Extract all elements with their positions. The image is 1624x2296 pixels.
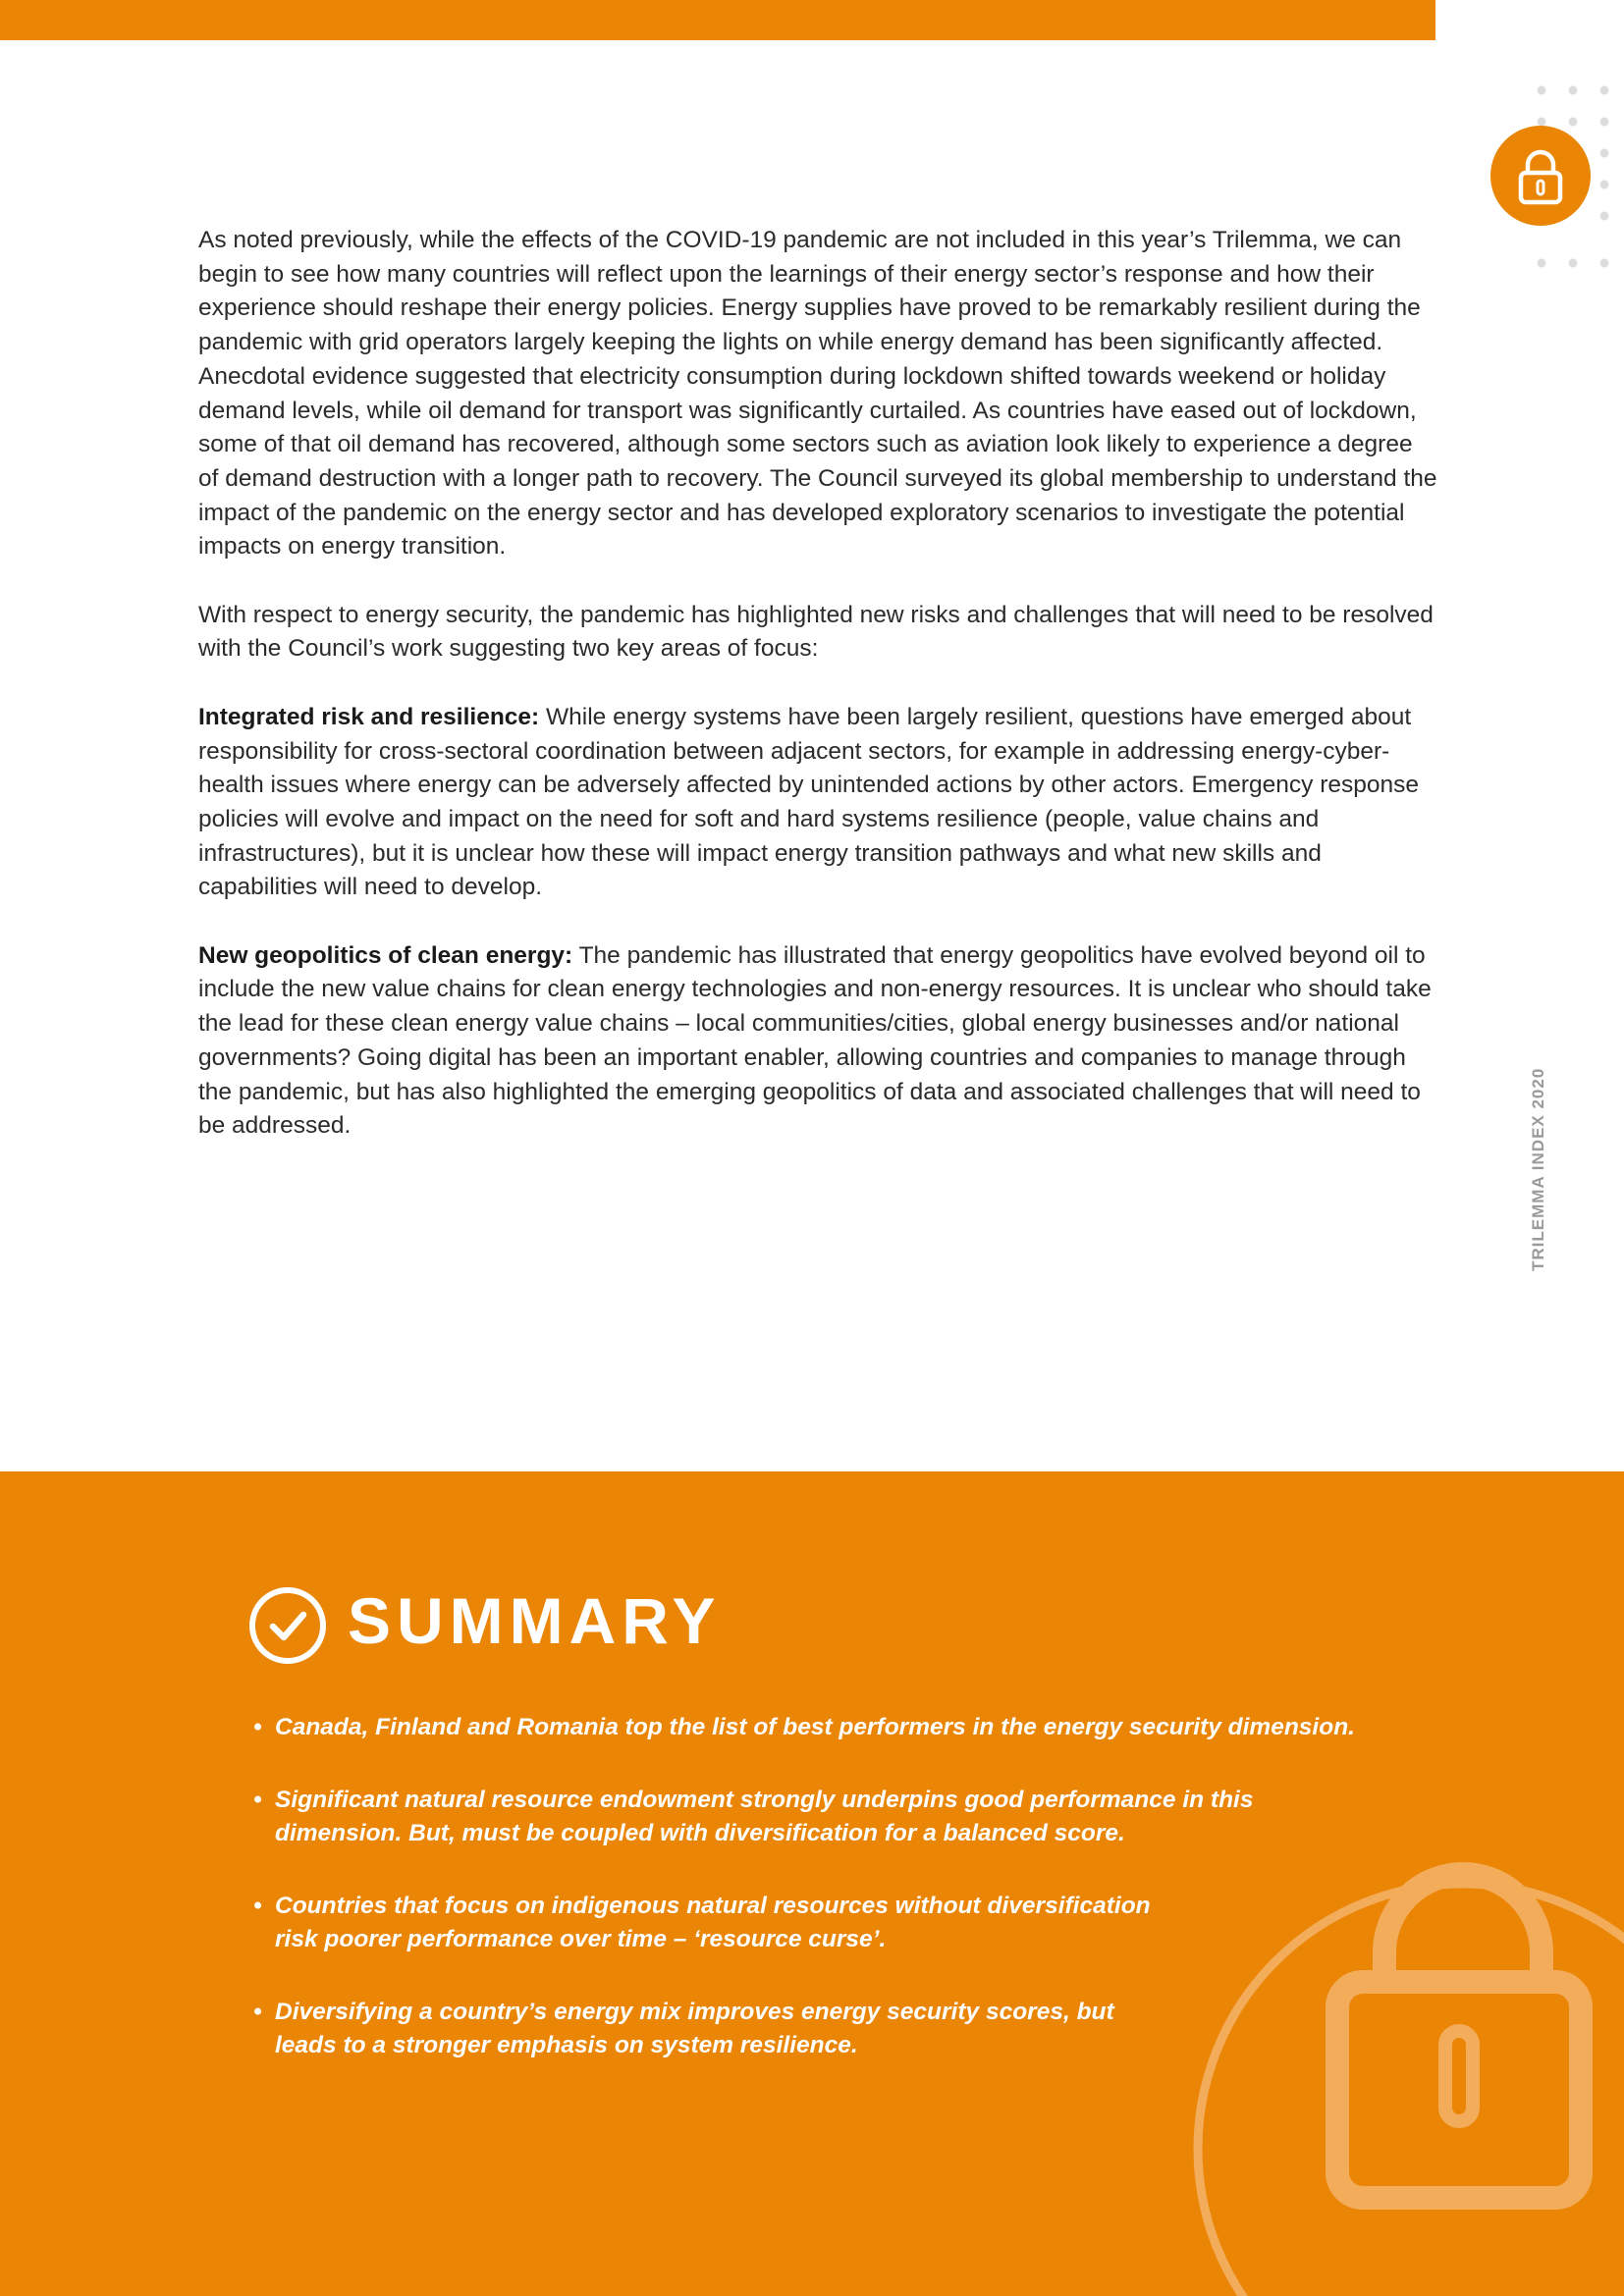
body-text bbox=[198, 224, 1437, 1178]
focus-area-text: The pandemic has illustrated that energy geopolitics have evolved beyond oil to include the new value chains for clean energy technologies and non-energy resources. It is unclear who should take the lead for these clean energy value chains – local communities/cities, global energy businesses and/or national governments? Going digital has been an important enabler, allowing countries and companies to manage through the pandemic, but has also highlighted the emerging geopolitics of data and associated challenges that will need to be addressed. bbox=[198, 941, 1432, 1140]
focus-area-title: New geopolitics of clean energy: bbox=[198, 941, 573, 969]
focus-intro-paragraph: With respect to energy security, the pandemic has highlighted new risks and challenges that will need to be resolved with the Council’s work suggesting two key areas of focus: bbox=[198, 601, 1434, 663]
summary-list bbox=[253, 1711, 1432, 2102]
focus-area-geopolitics bbox=[198, 939, 1437, 1144]
lock-icon bbox=[1490, 126, 1591, 226]
top-accent-bar bbox=[0, 0, 1435, 40]
focus-area-title: Integrated risk and resilience: bbox=[198, 703, 540, 730]
check-circle-icon bbox=[247, 1585, 328, 1666]
intro-paragraph: As noted previously, while the effects of the COVID-19 pandemic are not included in this year’s Trilemma, we can begin to see how many countries will reflect upon the learnings of their energy sector’s response and how their experience should reshape their energy policies. Energy supplies have proved to be remarkably resilient during the pandemic with grid operators largely keeping the lights on while energy demand has been significantly affected. Anecdotal evidence suggested that electricity consumption during lockdown shifted towards weekend or holiday demand levels, while oil demand for transport was significantly curtailed. As countries have eased out of lockdown, some of that oil demand has recovered, although some sectors such as aviation look likely to experience a degree of demand destruction with a longer path to recovery. The Council surveyed its global membership to understand the impact of the pandemic on the energy sector and has developed exploratory scenarios to investigate the potential impacts on energy transition. bbox=[198, 227, 1437, 561]
side-running-title: TRILEMMA INDEX 2020 bbox=[1529, 1067, 1547, 1271]
bullet-icon: • bbox=[253, 1998, 262, 2025]
bullet-icon: • bbox=[253, 1714, 262, 1740]
bullet-icon: • bbox=[253, 1786, 262, 1813]
focus-area-text: While energy systems have been largely resilient, questions have emerged about responsibility for cross-sectoral coordination between adjacent sectors, for example in addressing energy-cyber-health issues where energy can be adversely affected by unintended actions by other actors. Emergency response policies will evolve and impact on the need for soft and hard systems resilience (people, value chains and infrastructures), but it is unclear how these will impact energy transition pathways and what new skills and capabilities will need to develop. bbox=[198, 703, 1419, 901]
bullet-icon: • bbox=[253, 1892, 262, 1919]
summary-item: • Countries that focus on indigenous natural resources without diversification risk poorer performance over time – ‘resource curse’. bbox=[253, 1890, 1198, 1957]
summary-item: • Significant natural resource endowment strongly underpins good performance in this dimension. But, must be coupled with diversification for a balanced score. bbox=[253, 1784, 1296, 1851]
lock-icon-badge bbox=[1490, 126, 1591, 226]
summary-title: SUMMARY bbox=[348, 1584, 722, 1657]
summary-item: • Diversifying a country’s energy mix improves energy security scores, but leads to a stronger emphasis on system resilience. bbox=[253, 1996, 1159, 2063]
summary-panel bbox=[0, 1471, 1624, 2296]
focus-area-resilience bbox=[198, 701, 1437, 905]
summary-item: • Canada, Finland and Romania top the list of best performers in the energy security dimension. bbox=[253, 1711, 1432, 1745]
